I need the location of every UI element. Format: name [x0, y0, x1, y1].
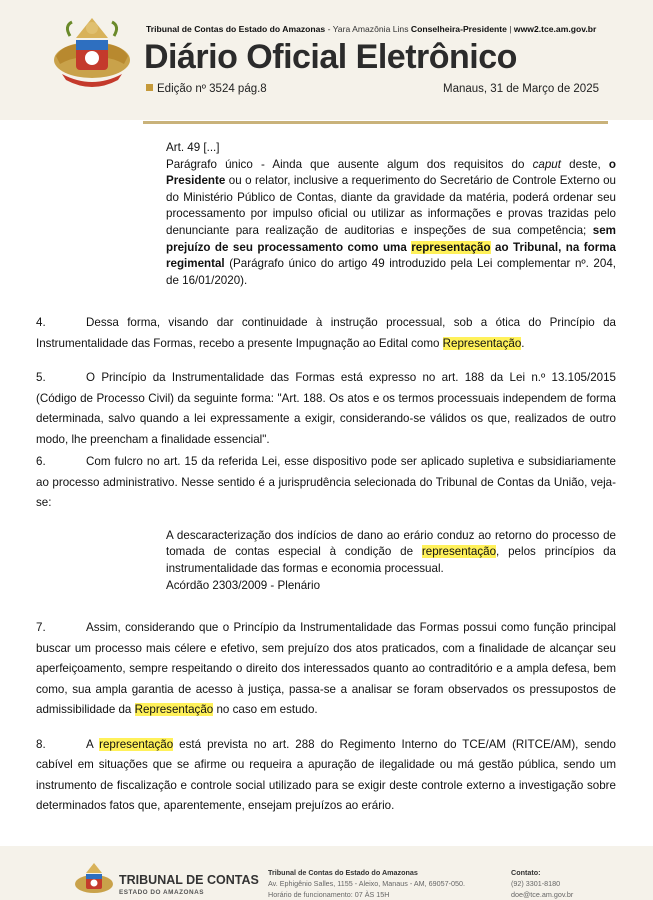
footer-email[interactable]: doe@tce.am.gov.br — [511, 890, 574, 899]
footer-address — [268, 867, 465, 900]
paragraph-text: O Princípio da Instrumentalidade das Formas está expresso no art. 188 da Lei n.º 13.105/2015 (Código de Processo Civil) da seguinte forma: "Art. 188. Os atos e os termos processuais independem de forma determinada, salvo quando a lei expressamente a exigir, considerando-se válidos os que, realizados de outro modo, lhe preencham a finalidade essencial". — [36, 371, 616, 446]
quote-text: ou o relator, inclusive a requerimento do Secretário de Controle Externo ou do Ministério Público de Contas, diante da gravidade da matéria, poderá ordenar seu processamento por impulso oficial ou utilizar as informações e provas trazidas pelo denunciante para realização de auditorias e inspeções de sua competência; — [166, 174, 616, 237]
highlighted-term: representação — [421, 545, 497, 559]
header — [0, 0, 653, 120]
paragraph-7 — [36, 618, 616, 721]
quote-text: , pelos princípios da instrumentalidade das formas e economia processual. — [166, 545, 617, 576]
page-title: Diário Oficial Eletrônico — [144, 38, 517, 76]
quote-text: (Parágrafo único do artigo 49 introduzido pela Lei complementar nº. 204, de 16/01/2020). — [166, 257, 616, 287]
highlighted-term: representação — [99, 737, 174, 751]
highlighted-term: Representação — [134, 703, 214, 717]
paragraph-number: 5. — [36, 371, 46, 385]
header-divider — [143, 121, 608, 124]
paragraph-4 — [36, 313, 616, 354]
highlighted-term: representação — [411, 240, 491, 254]
highlighted-term: Representação — [442, 336, 522, 350]
institution-name: Tribunal de Contas do Estado do Amazonas — [146, 24, 326, 34]
edition-info — [146, 83, 267, 95]
paragraph-text: Com fulcro no art. 15 da referida Lei, esse dispositivo pode ser aplicado supletiva e subsidiariamente ao processo administrativo. Nesse sentido é a jurisprudência selecionada do Tribunal de Contas da União, veja-se: — [36, 455, 616, 510]
paragraph-number: 4. — [36, 316, 46, 330]
footer-phone[interactable]: (92) 3301-8180 — [511, 879, 561, 888]
paragraph-8 — [36, 735, 616, 817]
quote-bold: sem prejuízo de seu processamento como uma — [166, 223, 616, 254]
website-link[interactable]: www2.tce.am.gov.br — [513, 24, 597, 34]
footer-contact — [511, 867, 573, 900]
paragraph-number: 8. — [36, 737, 46, 751]
president-name: Yara Amazônia Lins — [332, 24, 409, 34]
quote-text: deste, — [560, 157, 609, 171]
quote-bold: o Presidente — [166, 157, 616, 188]
header-separator: - — [325, 24, 333, 34]
crest-icon — [46, 10, 138, 98]
footer-logo-name: TRIBUNAL DE CONTAS — [119, 873, 259, 887]
footer-hours: Horário de funcionamento: 07 ÀS 15H — [268, 890, 390, 899]
paragraph-text: Dessa forma, visando dar continuidade à instrução processual, sob a ótica do Princípio da Instrumentalidade das Formas, recebo a presente Impugnação ao Edital como — [36, 316, 616, 350]
paragraph-text: . — [521, 336, 525, 350]
publication-date: Manaus, 31 de Março de 2025 — [443, 83, 599, 95]
legal-quote — [166, 140, 616, 289]
paragraph-number: 7. — [36, 621, 46, 635]
quote-text: Parágrafo único - Ainda que ausente algum dos requisitos do — [166, 157, 533, 171]
footer-address-line: Av. Ephigênio Salles, 1155 - Aleixo, Manaus - AM, 69057-050. — [268, 879, 465, 888]
quote-reference: Acórdão 2303/2009 - Plenário — [166, 578, 321, 592]
footer-crest-icon — [72, 860, 116, 900]
bullet-square-icon — [146, 84, 153, 91]
paragraph-5 — [36, 368, 616, 450]
quote-paragraph — [166, 157, 616, 290]
footer-logo-subtitle: ESTADO DO AMAZONAS — [119, 889, 204, 896]
president-role: Conselheira-Presidente — [410, 24, 507, 34]
quote-article: Art. 49 [...] — [166, 141, 220, 154]
header-separator: | — [506, 24, 514, 34]
footer — [0, 846, 653, 900]
paragraph-text: está prevista no art. 288 do Regimento Interno do TCE/AM (RITCE/AM), sendo cabível em situações que se afirme ou requeira a apuração de ilegalidade ou má gestão pública, sendo um instrumento de fiscalização e controle social utilizado para se exigir deste controle externo a investigação sobre determinados fatos que, aparentemente, ensejam prejuízos ao erário. — [36, 737, 616, 813]
quote-italic: caput — [532, 157, 561, 171]
edition-label: Edição nº 3524 pág.8 — [157, 83, 267, 95]
paragraph-number: 6. — [36, 455, 46, 469]
quote-text: A descaracterização dos indícios de dano ao erário conduz ao retorno do processo de tomada de contas especial à condição de — [166, 528, 616, 559]
footer-address-title: Tribunal de Contas do Estado do Amazonas — [268, 868, 418, 877]
paragraph-6 — [36, 452, 616, 514]
paragraph-text: Assim, considerando que o Princípio da Instrumentalidade das Formas possui como função principal buscar um processo mais célere e efetivo, sem prejuízo dos atos praticados, com a finalidade de alcançar seu aperfeiçoamento, sempre respeitando o direito dos interessados quanto ao contraditório e a ampla defesa, bem como, sua ampla garantia de acesso à justiça, passa-se a analisar se foram observados os pressupostos de admissibilidade da — [36, 621, 616, 717]
footer-contact-title: Contato: — [511, 868, 541, 877]
header-topline — [146, 24, 616, 34]
quote-paragraph — [166, 528, 616, 578]
jurisprudence-quote — [166, 528, 616, 594]
paragraph-text: A — [86, 737, 100, 751]
document-body — [36, 140, 616, 817]
paragraph-text: no caso em estudo. — [213, 703, 318, 717]
quote-bold: ao Tribunal, na forma regimental — [166, 240, 617, 271]
